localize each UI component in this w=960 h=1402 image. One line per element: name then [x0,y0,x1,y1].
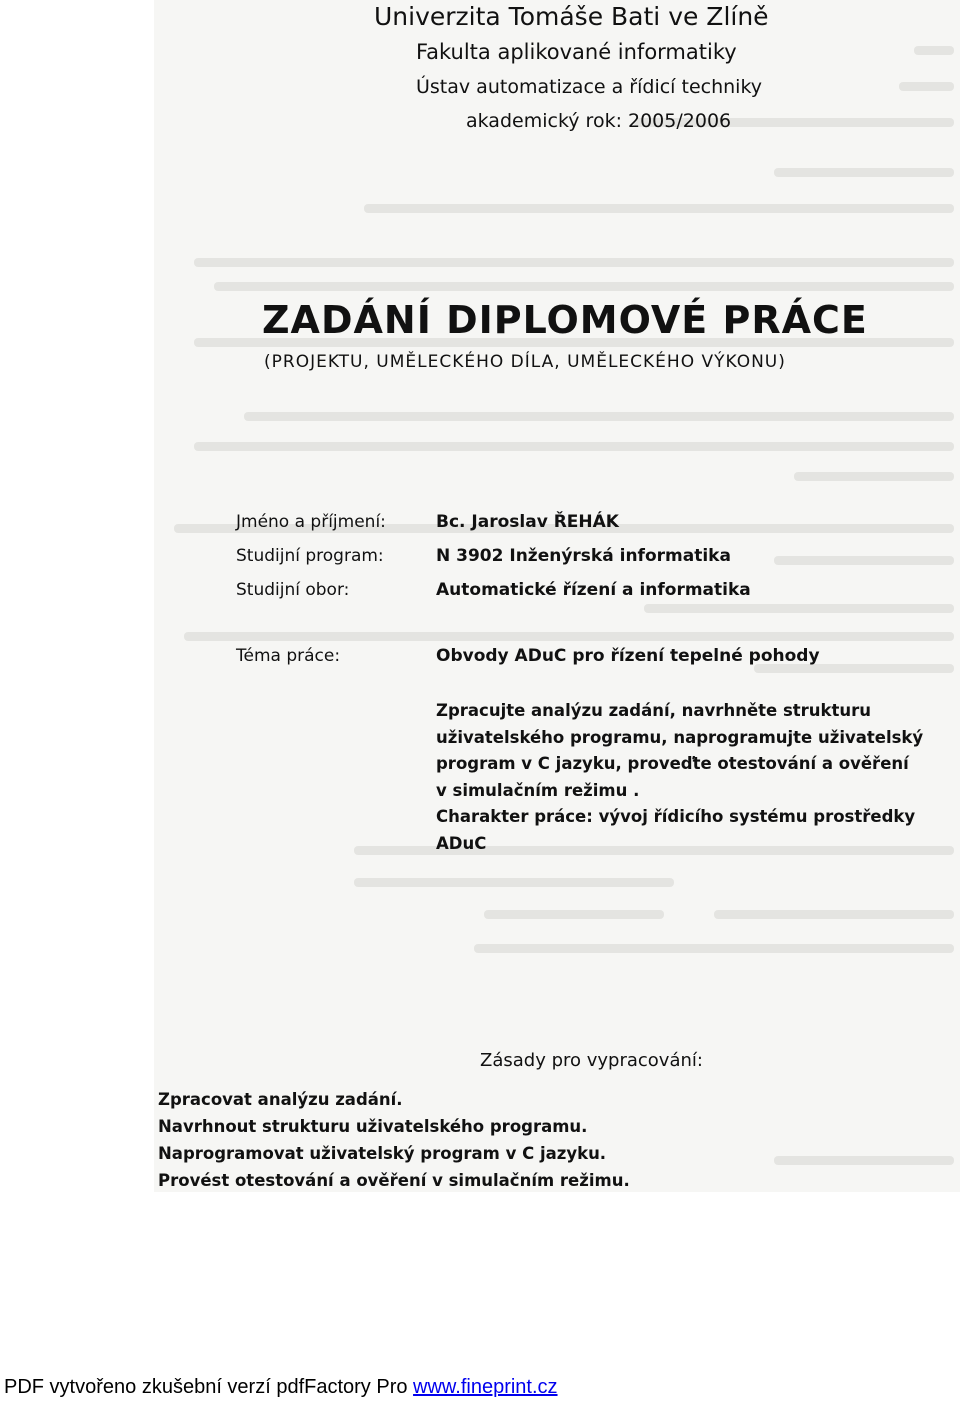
field-label-program: Studijní program: [236,546,384,566]
scanned-page [154,0,960,1192]
assignment-line: v simulačním režimu . [436,780,640,800]
list-item: Provést otestování a ověření v simulačním režimu. [158,1171,630,1190]
assignment-line: Charakter práce: vývoj řídicího systému prostředky [436,807,916,826]
academic-year: akademický rok: 2005/2006 [466,110,732,132]
list-item: Naprogramovat uživatelský program v C jazyku. [158,1144,607,1163]
footer-link[interactable]: www.fineprint.cz [413,1376,558,1398]
faculty-name: Fakulta aplikované informatiky [416,40,737,64]
field-label-topic: Téma práce: [236,646,341,666]
document-subtitle: (PROJEKTU, UMĚLECKÉHO DÍLA, UMĚLECKÉHO VÝKONU) [264,352,786,372]
field-value-program: N 3902 Inženýrská informatika [436,546,731,566]
assignment-line: program v C jazyku, proveďte otestování a ověření [436,754,909,773]
document-title: ZADÁNÍ DIPLOMOVÉ PRÁCE [262,298,868,342]
field-value-field-of-study: Automatické řízení a informatika [436,580,751,600]
university-name: Univerzita Tomáše Bati ve Zlíně [374,2,769,31]
pdf-watermark-footer [4,1376,558,1399]
assignment-line: ADuC [436,833,487,853]
field-label-field-of-study: Studijní obor: [236,580,350,600]
assignment-text [436,698,923,857]
field-value-topic: Obvody ADuC pro řízení tepelné pohody [436,646,820,666]
list-item: Navrhnout strukturu uživatelského programu. [158,1117,588,1136]
guidelines-list [158,1086,630,1192]
field-value-name: Bc. Jaroslav ŘEHÁK [436,512,619,532]
footer-text: PDF vytvořeno zkušební verzí pdfFactory Pro [4,1376,414,1398]
assignment-line: Zpracujte analýzu zadání, navrhněte strukturu [436,701,872,720]
list-item: Zpracovat analýzu zadání. [158,1090,403,1109]
guidelines-heading: Zásady pro vypracování: [480,1050,703,1071]
assignment-line: uživatelského programu, naprogramujte uživatelský [436,727,924,747]
institute-name: Ústav automatizace a řídicí techniky [416,76,763,98]
field-label-name: Jméno a příjmení: [236,512,386,532]
